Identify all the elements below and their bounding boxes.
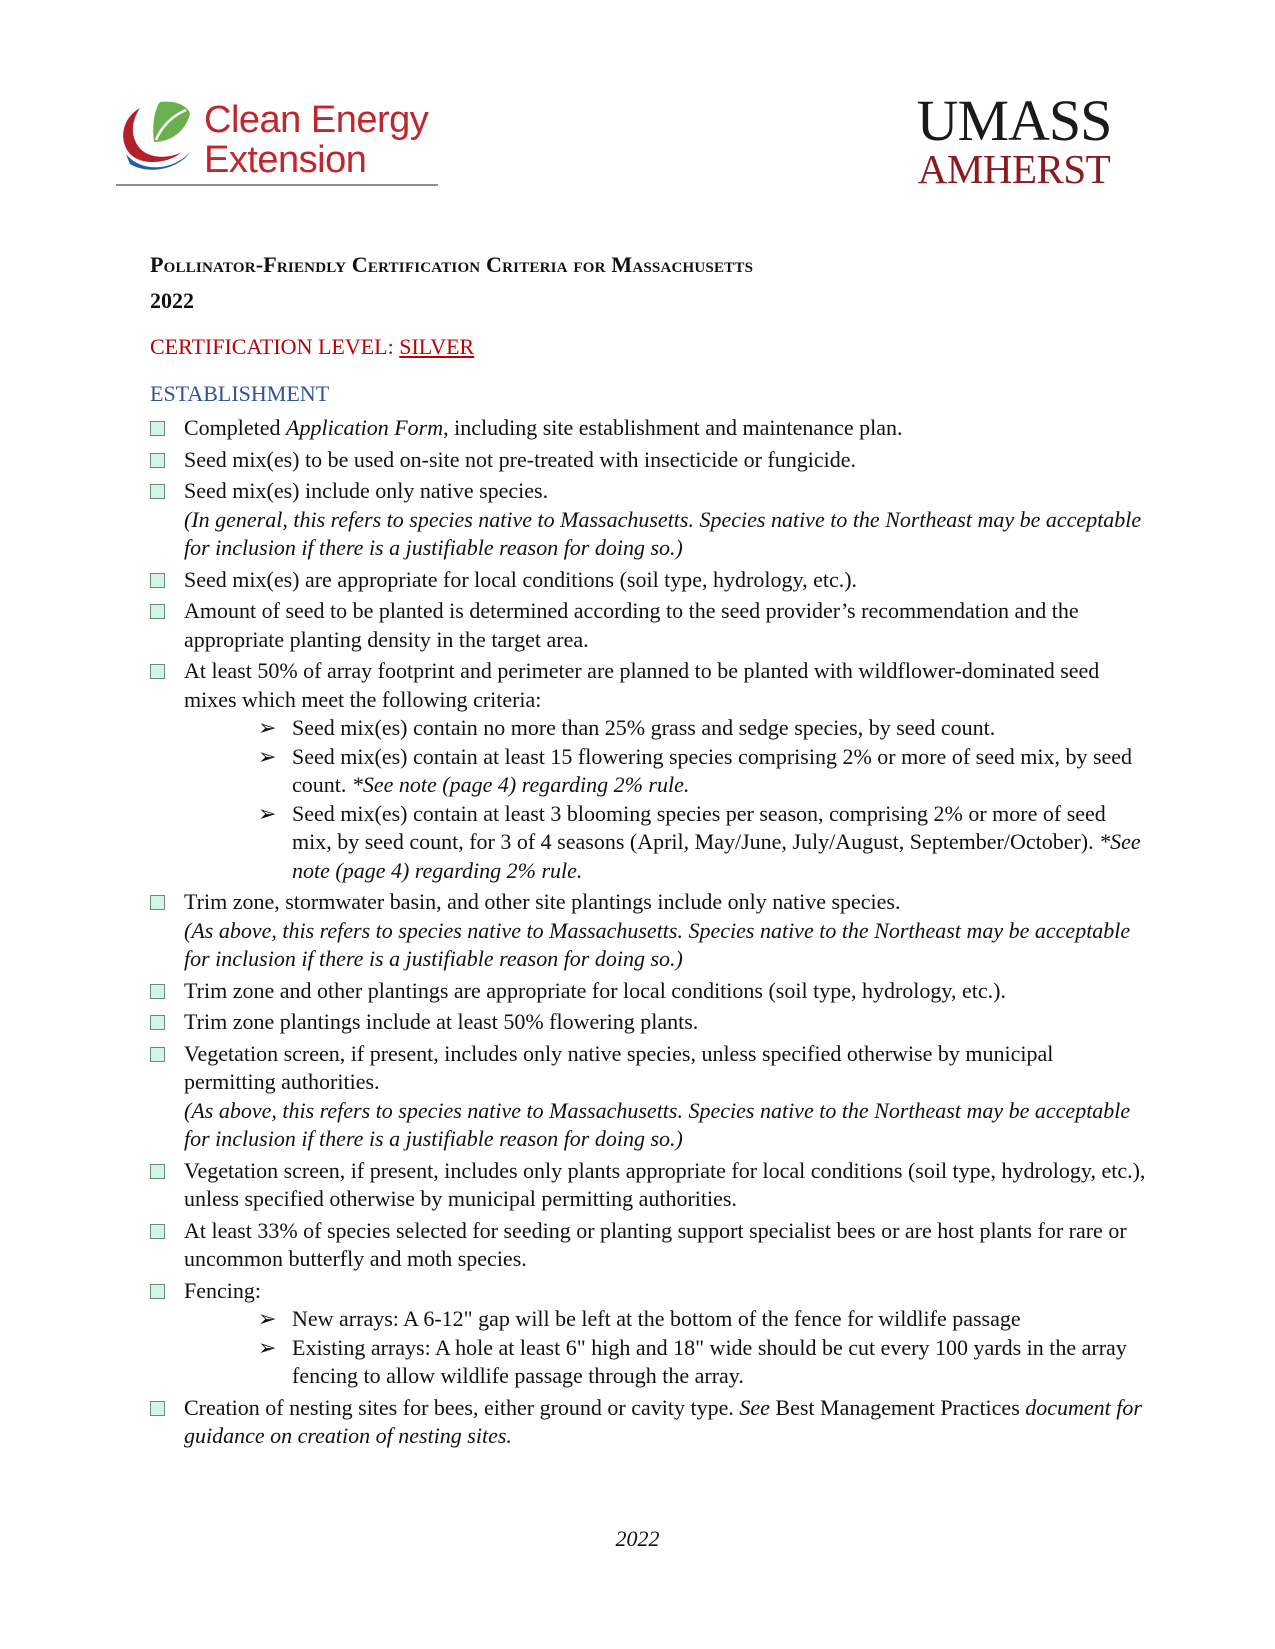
checkbox-icon[interactable]: [150, 664, 165, 679]
checklist-item: [150, 597, 1150, 654]
checkbox-icon[interactable]: [150, 573, 165, 588]
sub-item-note: *See note (page 4) regarding 2% rule.: [292, 829, 1141, 883]
certification-label: CERTIFICATION LEVEL:: [150, 334, 394, 359]
sub-item-text: Seed mix(es) contain at least 3 blooming species per season, comprising 2% or more of seed mix, by seed count, for 3 of 4 seasons (April, May/June, July/August, September/October).: [292, 800, 1106, 854]
sub-criteria-list: [184, 1305, 1150, 1391]
sub-criteria-item: [258, 714, 1150, 743]
item-text: At least 50% of array footprint and perimeter are planned to be planted with wildflower-dominated seed mixes which meet the following criteria:: [184, 658, 1100, 712]
checklist-item: [150, 446, 1150, 475]
checkbox-icon[interactable]: [150, 895, 165, 910]
sub-criteria-item: [258, 800, 1150, 886]
checklist-item: [150, 1394, 1150, 1451]
item-emphasis: Application Form: [286, 415, 444, 440]
sub-item-text: Seed mix(es) contain at least 15 flowering species comprising 2% or more of seed mix, by seed count.: [292, 743, 1133, 797]
logo-underline: [116, 184, 438, 186]
item-text: Amount of seed to be planted is determined according to the seed provider’s recommendation and the appropriate planting density in the target area.: [184, 598, 1079, 652]
item-note: (In general, this refers to species native to Massachusetts. Species native to the Northeast may be acceptable for inclusion if there is a justifiable reason for doing so.): [184, 506, 1142, 560]
sub-criteria-item: [258, 743, 1150, 800]
checklist-item: [150, 977, 1150, 1006]
umass-wordmark: UMASS: [916, 88, 1112, 153]
checkbox-icon[interactable]: [150, 453, 165, 468]
checkbox-icon[interactable]: [150, 1401, 165, 1416]
checkbox-icon[interactable]: [150, 604, 165, 619]
checkbox-icon[interactable]: [150, 1164, 165, 1179]
clean-energy-extension-logo: [116, 96, 446, 188]
checklist-item: [150, 477, 1150, 563]
arrow-bullet-icon: ➢: [258, 800, 277, 826]
amherst-wordmark: AMHERST: [917, 146, 1111, 192]
item-emphasis: document for guidance on creation of nesting sites.: [184, 1394, 1142, 1448]
document-title: Pollinator-Friendly Certification Criteria for Massachusetts: [150, 252, 754, 277]
item-text: Seed mix(es) to be used on-site not pre-treated with insecticide or fungicide.: [184, 446, 857, 472]
checkbox-icon[interactable]: [150, 421, 165, 436]
arrow-bullet-icon: ➢: [258, 1334, 277, 1360]
item-emphasis: See: [739, 1394, 770, 1420]
checkbox-icon[interactable]: [150, 484, 165, 499]
document-year: 2022: [150, 288, 194, 313]
criteria-checklist: [150, 414, 1150, 1454]
checkbox-icon[interactable]: [150, 1284, 165, 1299]
arrow-bullet-icon: ➢: [258, 743, 277, 769]
sub-item-text: Seed mix(es) contain no more than 25% grass and sedge species, by seed count.: [292, 715, 996, 740]
item-text: Trim zone, stormwater basin, and other site plantings include only native species.: [184, 889, 901, 914]
sub-criteria-list: [184, 714, 1150, 885]
item-text: , including site establishment and maintenance plan.: [443, 415, 903, 440]
item-note: (As above, this refers to species native to Massachusetts. Species native to the Northeast may be acceptable for inclusion if there is a justifiable reason for doing so.): [184, 917, 1131, 971]
checklist-item: [150, 657, 1150, 885]
item-text: Vegetation screen, if present, includes only native species, unless specified otherwise by municipal permitting authorities.: [184, 1040, 1054, 1094]
item-text: Fencing:: [184, 1277, 261, 1303]
sub-criteria-item: [258, 1334, 1150, 1391]
leaf-swoosh-icon: [116, 96, 198, 176]
checklist-item: [150, 414, 1150, 443]
umass-amherst-logo: [904, 88, 1124, 194]
arrow-bullet-icon: ➢: [258, 715, 277, 740]
checklist-item: [150, 888, 1150, 974]
item-text: Trim zone and other plantings are appropriate for local conditions (soil type, hydrology, etc.).: [184, 977, 1006, 1003]
item-text: Seed mix(es) are appropriate for local conditions (soil type, hydrology, etc.).: [184, 566, 858, 592]
item-text: Seed mix(es) include only native species.: [184, 478, 549, 503]
sub-item-text: Existing arrays: A hole at least 6" high and 18" wide should be cut every 100 yards in the array fencing to allow wildlife passage through the array.: [292, 1334, 1127, 1388]
checklist-item: [150, 1157, 1150, 1214]
checklist-item: [150, 1008, 1150, 1037]
item-text: Trim zone plantings include at least 50% flowering plants.: [184, 1009, 699, 1034]
item-text: At least 33% of species selected for seeding or planting support specialist bees or are host plants for rare or uncommon butterfly and moth species.: [184, 1217, 1127, 1271]
certification-value: SILVER: [399, 334, 475, 359]
checkbox-icon[interactable]: [150, 984, 165, 999]
sub-criteria-item: [258, 1305, 1150, 1334]
logo-text-line2: Extension: [204, 139, 367, 181]
checklist-item: [150, 1040, 1150, 1154]
item-text: Creation of nesting sites for bees, either ground or cavity type.: [184, 1394, 740, 1420]
arrow-bullet-icon: ➢: [258, 1306, 277, 1331]
section-heading: ESTABLISHMENT: [150, 381, 330, 406]
checkbox-icon[interactable]: [150, 1047, 165, 1062]
item-note: (As above, this refers to species native to Massachusetts. Species native to the Northeast may be acceptable for inclusion if there is a justifiable reason for doing so.): [184, 1097, 1131, 1151]
checklist-item: [150, 566, 1150, 595]
sub-item-note: *See note (page 4) regarding 2% rule.: [351, 772, 690, 797]
checkbox-icon[interactable]: [150, 1015, 165, 1030]
logo-text-line1: Clean Energy: [204, 99, 429, 141]
item-text: Vegetation screen, if present, includes only plants appropriate for local conditions (soil type, hydrology, etc.), unless specified otherwise by municipal permitting authorities.: [184, 1157, 1146, 1211]
checklist-item: [150, 1277, 1150, 1391]
page-footer: 2022: [615, 1526, 660, 1551]
checkbox-icon[interactable]: [150, 1224, 165, 1239]
checklist-item: [150, 1217, 1150, 1274]
sub-item-text: New arrays: A 6-12" gap will be left at the bottom of the fence for wildlife passage: [292, 1306, 1021, 1331]
item-text: Best Management Practices: [769, 1394, 1026, 1420]
certification-level: [150, 334, 474, 360]
item-text: Completed: [184, 415, 287, 440]
